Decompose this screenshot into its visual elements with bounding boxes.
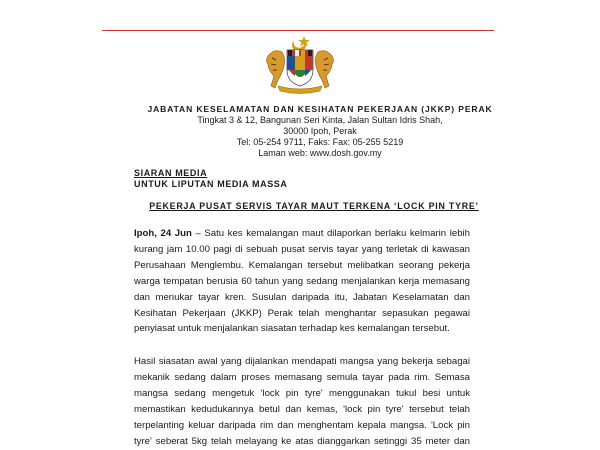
paragraph-2-line: memastikan kedudukannya betul dan kemas, 'lock pin tyre' tersebut telah <box>134 403 470 415</box>
paragraph-1-line: kurang jam 10.00 pagi di sebuah pusat servis tayar yang terletak di kawasan <box>134 243 470 255</box>
paragraph-1-line: Kesihatan Pekerjaan (JKKP) Perak telah menghantar sepasukan pegawai <box>134 307 470 319</box>
paragraph-1-line: warga tempatan berusia 60 tahun yang sedang menjalankan kerja memasang <box>134 275 470 287</box>
paragraph-2-line: tyre' seberat 5kg telah melayang ke atas dianggarkan setinggi 35 meter dan <box>134 435 470 447</box>
media-line-2: UNTUK LIPUTAN MEDIA MASSA <box>134 179 288 189</box>
media-heading <box>134 168 288 190</box>
press-title: PEKERJA PUSAT SERVIS TAYAR MAUT TERKENA ‘LOCK PIN TYRE’ <box>149 201 479 211</box>
paragraph-1-line: Ipoh, 24 Jun – Satu kes kemalangan maut dilaporkan berlaku kelmarin lebih <box>134 228 470 239</box>
address-line-2: 30000 Ipoh, Perak <box>283 126 357 136</box>
phone-fax: Tel: 05-254 9711, Faks: Fax: 05-255 5219 <box>236 137 404 147</box>
top-rule <box>102 30 494 31</box>
paragraph-2 <box>134 354 470 449</box>
paragraph-2-line: Hasil siasatan awal yang dijalankan mendapati mangsa yang bekerja sebagai <box>134 356 470 367</box>
address-line-1: Tingkat 3 & 12, Bangunan Seri Kinta, Jalan Sultan Idris Shah, <box>197 115 443 125</box>
website: Laman web: www.dosh.gov.my <box>258 148 382 158</box>
paragraph-1-line: penyiasat untuk menjalankan siasatan terhadap kes kemalangan tersebut. <box>134 323 450 335</box>
media-line-1: SIARAN MEDIA <box>134 168 208 178</box>
paragraph-2-line: mekanik sedang dalam proses memasang semula tayar pada rim. Semasa <box>134 371 470 383</box>
coat-of-arms-icon <box>254 34 346 94</box>
letterhead <box>0 104 600 159</box>
paragraph-1-line: Perusahaan Menglembu. Kemalangan tersebut melibatkan seorang pekerja <box>134 259 470 271</box>
paragraph-2-line: terpelanting keluar daripada rim dan menghentam kepala mangsa. 'Lock pin <box>134 419 470 431</box>
paragraph-1 <box>134 226 470 337</box>
paragraph-2-line: mangsa sedang mengetuk 'lock pin tyre' menggunakan tukul besi untuk <box>134 387 470 399</box>
paragraph-1-line: dan menukar tayar kren. Susulan daripada itu, Jabatan Keselamatan dan <box>134 291 470 303</box>
dateline: Ipoh, 24 Jun <box>134 228 192 239</box>
department-name: JABATAN KESELAMATAN DAN KESIHATAN PEKERJAAN (JKKP) PERAK <box>147 104 493 114</box>
